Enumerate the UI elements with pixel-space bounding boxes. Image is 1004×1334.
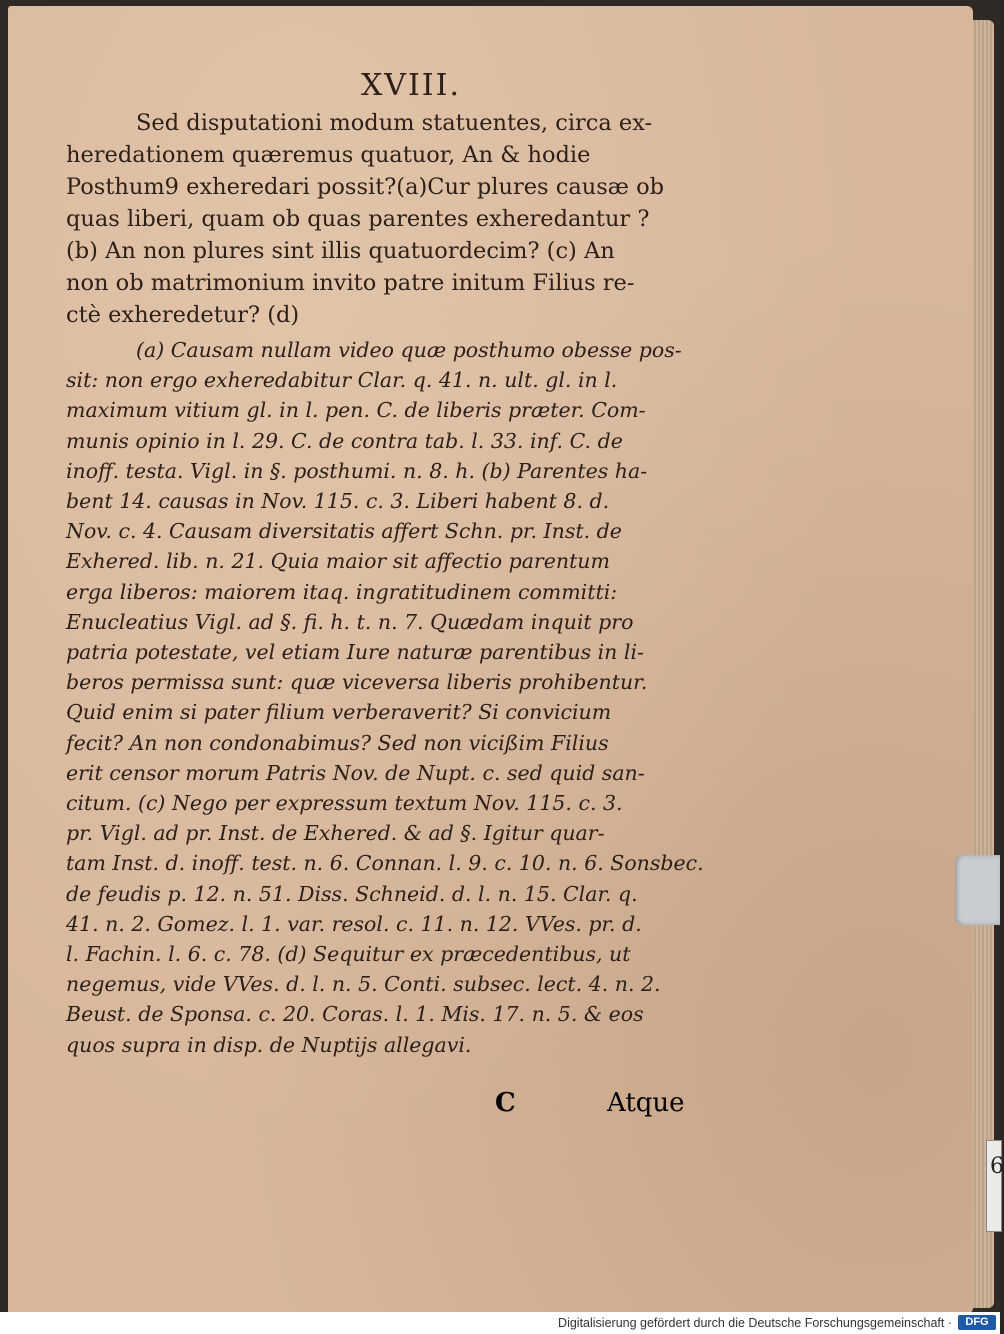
footnotes <box>66 335 716 1060</box>
note-line: pr. Vigl. ad pr. Inst. de Exhered. & ad §. Igitur quar- <box>66 821 605 846</box>
note-line: citum. (c) Nego per expressum textum Nov. 115. c. 3. <box>66 791 623 816</box>
main-line: Sed disputationi modum statuentes, circa ex- <box>136 110 653 136</box>
note-line: erga liberos: maiorem itaq. ingratitudinem committi: <box>66 579 618 604</box>
note-line: fecit? An non condonabimus? Sed non vicißim Filius <box>66 730 609 755</box>
note-line: Quid enim si pater filium verberaverit? Si convicium <box>66 700 612 725</box>
note-line: Beust. de Sponsa. c. 20. Coras. l. 1. Mis. 17. n. 5. & eos <box>66 1002 644 1027</box>
note-line: tam Inst. d. inoff. test. n. 6. Connan. l. 9. c. 10. n. 6. Sonsbec. <box>66 851 704 876</box>
page-tab-marker <box>955 855 1000 925</box>
note-line: maximum vitium gl. in l. pen. C. de liberis præter. Com- <box>66 398 646 423</box>
note-line: Nov. c. 4. Causam diversitatis affert Schn. pr. Inst. de <box>66 519 622 544</box>
note-line: beros permissa sunt: quæ viceversa liberis prohibentur. <box>66 670 648 695</box>
dfg-logo: DFG <box>958 1315 996 1330</box>
note-line: de feudis p. 12. n. 51. Diss. Schneid. d. l. n. 15. Clar. q. <box>66 881 638 906</box>
main-line: non ob matrimonium invito patre initum Filius re- <box>66 270 635 296</box>
main-line: quas liberi, quam ob quas parentes exheredantur ? <box>66 206 650 232</box>
signature-mark: C <box>495 1088 516 1118</box>
main-line: (b) An non plures sint illis quatuordecim? (c) An <box>66 238 615 264</box>
main-paragraph <box>66 107 716 331</box>
page-text <box>66 68 716 1060</box>
note-line: quos supra in disp. de Nuptijs allegavi. <box>66 1032 472 1057</box>
note-line: 41. n. 2. Gomez. l. 1. var. resol. c. 11. n. 12. VVes. pr. d. <box>66 911 642 936</box>
main-line: ctè exheredetur? (d) <box>66 302 300 328</box>
note-line: Enucleatius Vigl. ad §. fi. h. t. n. 7. Quædam inquit pro <box>66 609 634 634</box>
note-line: inoff. testa. Vigl. in §. posthumi. n. 8. h. (b) Parentes ha- <box>66 458 648 483</box>
section-heading: XVIII. <box>360 68 462 103</box>
note-line: Exhered. lib. n. 21. Quia maior sit affectio parentum <box>66 549 610 574</box>
note-line: bent 14. causas in Nov. 115. c. 3. Liberi habent 8. d. <box>66 489 610 514</box>
note-line: l. Fachin. l. 6. c. 78. (d) Sequitur ex præcedentibus, ut <box>66 942 631 967</box>
note-line: sit: non ergo exheredabitur Clar. q. 41. n. ult. gl. in l. <box>66 368 618 393</box>
note-line: patria potestate, vel etiam Iure naturæ parentibus in li- <box>66 640 644 665</box>
note-line: negemus, vide VVes. d. l. n. 5. Conti. subsec. lect. 4. n. 2. <box>66 972 661 997</box>
note-line: erit censor morum Patris Nov. de Nupt. c. sed quid san- <box>66 760 645 785</box>
note-line: munis opinio in l. 29. C. de contra tab. l. 33. inf. C. de <box>66 428 623 453</box>
funding-notice: Digitalisierung gefördert durch die Deutsche Forschungsgemeinschaft · <box>558 1316 952 1330</box>
side-note-number: 6 <box>990 1154 1004 1179</box>
main-line: heredationem quæremus quatuor, An & hodie <box>66 142 591 168</box>
note-line: (a) Causam nullam video quæ posthumo obesse pos- <box>136 338 682 362</box>
catchword: Atque <box>607 1088 685 1118</box>
main-line: Posthum9 exheredari possit?(a)Cur plures causæ ob <box>66 174 665 200</box>
